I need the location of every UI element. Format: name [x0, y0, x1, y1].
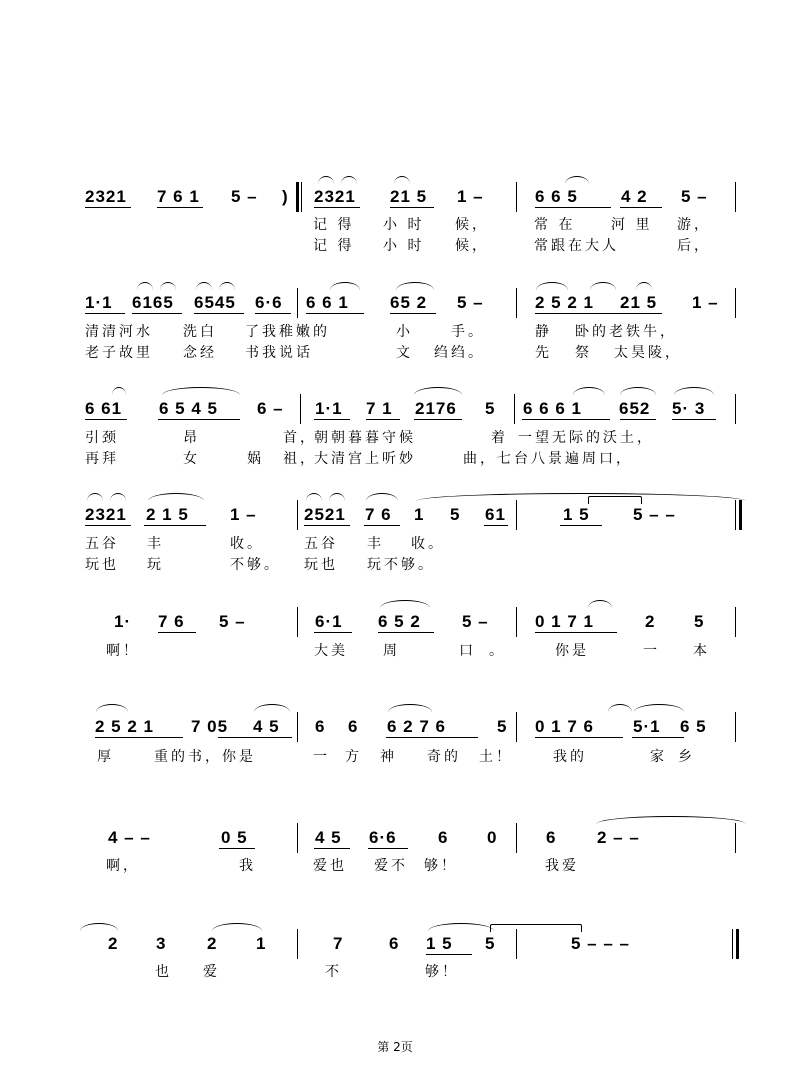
barline: [516, 929, 517, 959]
lyric: 爱不: [374, 858, 408, 874]
note-group: 4 5: [253, 717, 280, 736]
tie: [588, 496, 642, 504]
note-group: 2321: [85, 187, 127, 206]
lyrics-row-2: [85, 236, 745, 256]
note-group: 1 –: [230, 505, 257, 524]
note-group: 6545: [194, 293, 236, 312]
note-group: 2: [645, 612, 656, 631]
lyric: 啊！: [106, 643, 140, 659]
beam-line: [314, 207, 360, 208]
final-barline-thick: [736, 929, 739, 959]
slur: [674, 387, 714, 395]
slur: [110, 493, 126, 501]
beam-line: [314, 632, 352, 633]
lyrics-row-1: [85, 534, 745, 554]
note-group: 61: [485, 505, 506, 524]
notation-row: [85, 186, 745, 208]
beam-line: [132, 313, 182, 314]
slur: [620, 387, 656, 395]
lyric: 念经: [183, 345, 217, 361]
slur: [219, 282, 235, 290]
slur: [212, 923, 262, 931]
page-number: 第 2页: [377, 1040, 413, 1054]
barline: [516, 288, 517, 318]
note-group: 5 –: [681, 187, 708, 206]
note-group: 6 5 4 5: [159, 399, 218, 418]
note-group: 2321: [314, 187, 356, 206]
lyric: 着: [491, 430, 508, 446]
slur: [148, 493, 204, 501]
note-group: 4 2: [621, 187, 648, 206]
slur: [414, 387, 462, 395]
beam-line: [366, 419, 400, 420]
note-group: 0 1 7 6: [535, 717, 594, 736]
note-group: 5 –: [462, 612, 489, 631]
lyric: 静: [535, 324, 552, 340]
note-group: 65 2: [390, 293, 428, 312]
slur: [137, 282, 153, 290]
beam-line: [158, 419, 240, 420]
barline: [516, 823, 517, 853]
beam-line: [314, 848, 350, 849]
note-group: 6 61: [85, 399, 123, 418]
lyric: 重的书，你是: [154, 749, 256, 765]
slur: [608, 704, 632, 712]
note-group: 5 – – –: [571, 934, 630, 953]
lyric: 常 在: [534, 217, 576, 233]
lyric: 大清宫上听妙: [314, 451, 416, 467]
barline: [301, 182, 302, 212]
note-group: 0 5: [221, 828, 248, 847]
lyric: 土！: [479, 749, 513, 765]
barline: [735, 182, 736, 212]
lyrics-row-2: [85, 449, 745, 469]
barline: [297, 607, 298, 637]
note-group: 0 1 7 1: [535, 612, 594, 631]
barline: [297, 712, 298, 742]
lyric: 丰: [367, 536, 384, 552]
slur: [330, 282, 360, 290]
slur: [590, 282, 616, 290]
note-group: 1·1: [85, 293, 113, 312]
barline: [297, 288, 298, 318]
lyric: 够！: [425, 964, 459, 980]
lyric: 爱: [203, 964, 220, 980]
note-group: 6 5: [680, 717, 707, 736]
note-group: 1·: [114, 612, 132, 631]
note-group: ): [282, 187, 289, 206]
beam-line: [390, 313, 436, 314]
note-group: 5 –: [219, 612, 246, 631]
slur: [396, 282, 434, 290]
lyric: 老子故里: [85, 345, 153, 361]
lyric: 玩也: [85, 557, 119, 573]
lyric: 啊，: [106, 858, 140, 874]
slur: [196, 282, 212, 290]
barline: [516, 607, 517, 637]
barline: [297, 500, 298, 530]
lyric: 方: [345, 749, 362, 765]
lyric: 书我说话: [245, 345, 313, 361]
lyric: 你是: [555, 643, 589, 659]
lyrics-row-1: [85, 322, 745, 342]
barline: [516, 712, 517, 742]
lyric: 玩: [147, 557, 164, 573]
notation-row: [85, 292, 745, 314]
note-group: 6: [348, 717, 359, 736]
slur: [80, 923, 118, 931]
lyric: 小 时: [383, 217, 425, 233]
beam-line: [306, 313, 364, 314]
lyric: 洗白: [183, 324, 217, 340]
lyric: 河 里: [611, 217, 653, 233]
note-group: 5: [485, 399, 496, 418]
beam-line: [378, 632, 434, 633]
beam-line: [157, 207, 203, 208]
lyric: 小 时: [383, 238, 425, 254]
barline: [297, 929, 298, 959]
lyric: 本: [693, 643, 710, 659]
notation-row: [85, 611, 745, 633]
note-group: 2521: [304, 505, 346, 524]
beam-line: [364, 525, 400, 526]
notation-row: [85, 933, 745, 955]
slur: [388, 704, 432, 712]
lyric: 够！: [424, 858, 458, 874]
lyric: 一: [313, 749, 330, 765]
lyric: 太昊陵，: [614, 345, 682, 361]
note-group: 3: [156, 934, 167, 953]
beam-line: [144, 525, 206, 526]
beam-line: [535, 313, 623, 314]
note-group: 1 5: [426, 934, 453, 953]
slur: [96, 704, 128, 712]
slur: [428, 923, 494, 931]
barline: [735, 607, 736, 637]
beam-line: [304, 525, 350, 526]
beam-line: [158, 632, 196, 633]
note-group: 7 05: [191, 717, 229, 736]
note-group: 2: [108, 934, 119, 953]
lyric: 不: [325, 964, 342, 980]
slur: [588, 600, 612, 608]
beam-line: [620, 207, 662, 208]
barline: [735, 500, 736, 530]
barline: [516, 500, 517, 530]
lyrics-row-1: [85, 747, 745, 767]
note-group: 7 6: [158, 612, 185, 631]
beam-line: [95, 737, 183, 738]
slur: [536, 282, 568, 290]
lyric: 首，: [283, 430, 317, 446]
lyric: 文: [396, 345, 413, 361]
beam-line: [414, 419, 462, 420]
note-group: 7 6 1: [157, 187, 200, 206]
slur: [573, 387, 605, 395]
slur: [87, 493, 103, 501]
lyric: 一望无际的沃土，: [518, 430, 654, 446]
lyric: 先: [535, 345, 552, 361]
note-group: 6165: [132, 293, 174, 312]
note-group: 2 – –: [597, 828, 640, 847]
lyric: 厚: [97, 749, 114, 765]
note-group: 2: [207, 934, 218, 953]
note-group: 5: [694, 612, 705, 631]
slur: [329, 493, 345, 501]
note-group: 5: [450, 505, 461, 524]
lyric: 大美: [314, 643, 348, 659]
barline: [735, 288, 736, 318]
note-group: 2 5 2 1: [535, 293, 594, 312]
barline: [735, 712, 736, 742]
lyric: 家: [650, 749, 667, 765]
lyric: 。: [489, 643, 506, 659]
lyric: 祭: [575, 345, 592, 361]
repeat-barline: [296, 182, 299, 212]
lyric: 爱也: [313, 858, 347, 874]
note-group: 6: [389, 934, 400, 953]
note-group: 5·1: [633, 717, 661, 736]
slur: [112, 387, 126, 395]
note-group: 5: [485, 934, 496, 953]
lyric: 我: [239, 858, 256, 874]
lyric: 曲，七台八景遍周口，: [463, 451, 633, 467]
note-group: 1: [414, 505, 425, 524]
lyric: 了我稚嫩的: [245, 324, 330, 340]
slur: [565, 176, 589, 184]
note-group: 5 –: [231, 187, 258, 206]
note-group: 2176: [415, 399, 457, 418]
beam-line: [620, 313, 662, 314]
lyric: 女: [183, 451, 200, 467]
lyric: 收。: [411, 536, 445, 552]
lyric: 游，: [677, 217, 711, 233]
tie: [490, 924, 582, 932]
note-group: 21 5: [620, 293, 658, 312]
beam-line: [535, 632, 617, 633]
note-group: 6: [546, 828, 557, 847]
lyric: 引颈: [85, 430, 119, 446]
beam-line: [85, 419, 127, 420]
beam-line: [426, 954, 472, 955]
lyric: 卧的老铁牛，: [575, 324, 677, 340]
note-group: 5: [497, 717, 508, 736]
lyrics-row-1: [85, 641, 745, 661]
note-group: 6 6 5: [535, 187, 578, 206]
barline: [735, 823, 736, 853]
note-group: 6 6 1: [306, 293, 349, 312]
note-group: 0: [487, 828, 498, 847]
lyric: 五谷: [304, 536, 338, 552]
slur: [254, 704, 290, 712]
beam-line: [522, 419, 610, 420]
beam-line: [632, 737, 684, 738]
beam-line: [85, 207, 131, 208]
note-group: 2321: [85, 505, 127, 524]
lyric: 丰: [147, 536, 164, 552]
lyrics-row-2: [85, 343, 745, 363]
note-group: 5 –: [457, 293, 484, 312]
slur: [341, 176, 357, 184]
notation-row: [85, 827, 745, 849]
note-group: 6 –: [257, 399, 284, 418]
beam-line: [390, 207, 434, 208]
note-group: 5 – –: [633, 505, 676, 524]
slur: [380, 600, 430, 608]
lyrics-row-1: [85, 962, 745, 982]
barline: [297, 823, 298, 853]
lyric: 祖，: [283, 451, 317, 467]
lyric: 候，: [455, 238, 489, 254]
lyrics-row-2: [85, 555, 745, 575]
note-group: 7 6: [365, 505, 392, 524]
slur: [596, 816, 746, 824]
beam-line: [484, 525, 508, 526]
beam-line: [255, 313, 291, 314]
beam-line: [386, 737, 478, 738]
barline: [735, 394, 736, 424]
lyric: 玩也: [304, 557, 338, 573]
note-group: 4 5: [315, 828, 342, 847]
note-group: 5· 3: [672, 399, 706, 418]
lyric: 记 得: [313, 217, 355, 233]
note-group: 6 6 6 1: [523, 399, 582, 418]
slur: [416, 493, 746, 501]
slur: [636, 282, 652, 290]
note-group: 2 1 5: [146, 505, 189, 524]
lyric: 收。: [230, 536, 264, 552]
lyric: 不够。: [230, 557, 281, 573]
lyrics-row-1: [85, 856, 745, 876]
lyric: 我爱: [545, 858, 579, 874]
beam-line: [219, 848, 255, 849]
note-group: 652: [619, 399, 651, 418]
lyric: 口: [459, 643, 476, 659]
notation-row: [85, 398, 745, 420]
note-group: 6 5 2: [378, 612, 421, 631]
slur: [306, 493, 322, 501]
beam-line: [620, 419, 656, 420]
note-group: 1 –: [457, 187, 484, 206]
beam-line: [194, 313, 244, 314]
lyric: 朝朝暮暮守候: [314, 430, 416, 446]
note-group: 6 2 7 6: [387, 717, 446, 736]
beam-line: [85, 313, 125, 314]
note-group: 1 5: [563, 505, 590, 524]
beam-line: [560, 525, 602, 526]
lyric: 再拜: [85, 451, 119, 467]
note-group: 6: [438, 828, 449, 847]
lyric: 也: [155, 964, 172, 980]
lyric: 记 得: [313, 238, 355, 254]
final-barline-thin: [732, 929, 733, 959]
note-group: 4 – –: [108, 828, 151, 847]
beam-line: [314, 419, 350, 420]
lyric: 小: [396, 324, 413, 340]
lyric: 后，: [677, 238, 711, 254]
note-group: 1·1: [315, 399, 343, 418]
slur: [318, 176, 334, 184]
slur: [394, 176, 410, 184]
notation-row: [85, 716, 745, 738]
note-group: 6·6: [369, 828, 397, 847]
lyric: 清清河水: [85, 324, 153, 340]
lyric: 绉绉。: [434, 345, 485, 361]
barline: [300, 394, 301, 424]
slur: [634, 704, 684, 712]
beam-line: [672, 419, 716, 420]
barline: [516, 182, 517, 212]
lyric: 一: [643, 643, 660, 659]
beam-line: [368, 848, 408, 849]
lyric: 周: [383, 643, 400, 659]
lyric: 候，: [455, 217, 489, 233]
lyrics-row-1: [85, 428, 745, 448]
lyric: 乡: [678, 749, 695, 765]
note-group: 6·1: [315, 612, 343, 631]
note-group: 6·6: [255, 293, 283, 312]
note-group: 7 1: [366, 399, 393, 418]
note-group: 1: [256, 934, 267, 953]
beam-line: [85, 525, 131, 526]
lyric: 常跟在大人: [534, 238, 619, 254]
note-group: 2 5 2 1: [95, 717, 154, 736]
slur: [162, 387, 240, 395]
lyric: 手。: [451, 324, 485, 340]
lyric: 神: [380, 749, 397, 765]
repeat-barline: [739, 500, 742, 530]
slur: [160, 282, 176, 290]
lyric: 昂: [183, 430, 200, 446]
note-group: 7: [333, 934, 344, 953]
slur: [366, 493, 398, 501]
note-group: 21 5: [390, 187, 428, 206]
lyric: 五谷: [85, 536, 119, 552]
barline: [514, 394, 515, 424]
lyric: 玩不够。: [367, 557, 435, 573]
beam-line: [218, 737, 292, 738]
note-group: 1 –: [692, 293, 719, 312]
lyric: 我的: [553, 749, 587, 765]
beam-line: [535, 737, 623, 738]
beam-line: [535, 207, 611, 208]
lyrics-row-1: [85, 215, 745, 235]
lyric: 娲: [247, 451, 264, 467]
notation-row: [85, 504, 745, 526]
lyric: 奇的: [427, 749, 461, 765]
note-group: 6: [315, 717, 326, 736]
